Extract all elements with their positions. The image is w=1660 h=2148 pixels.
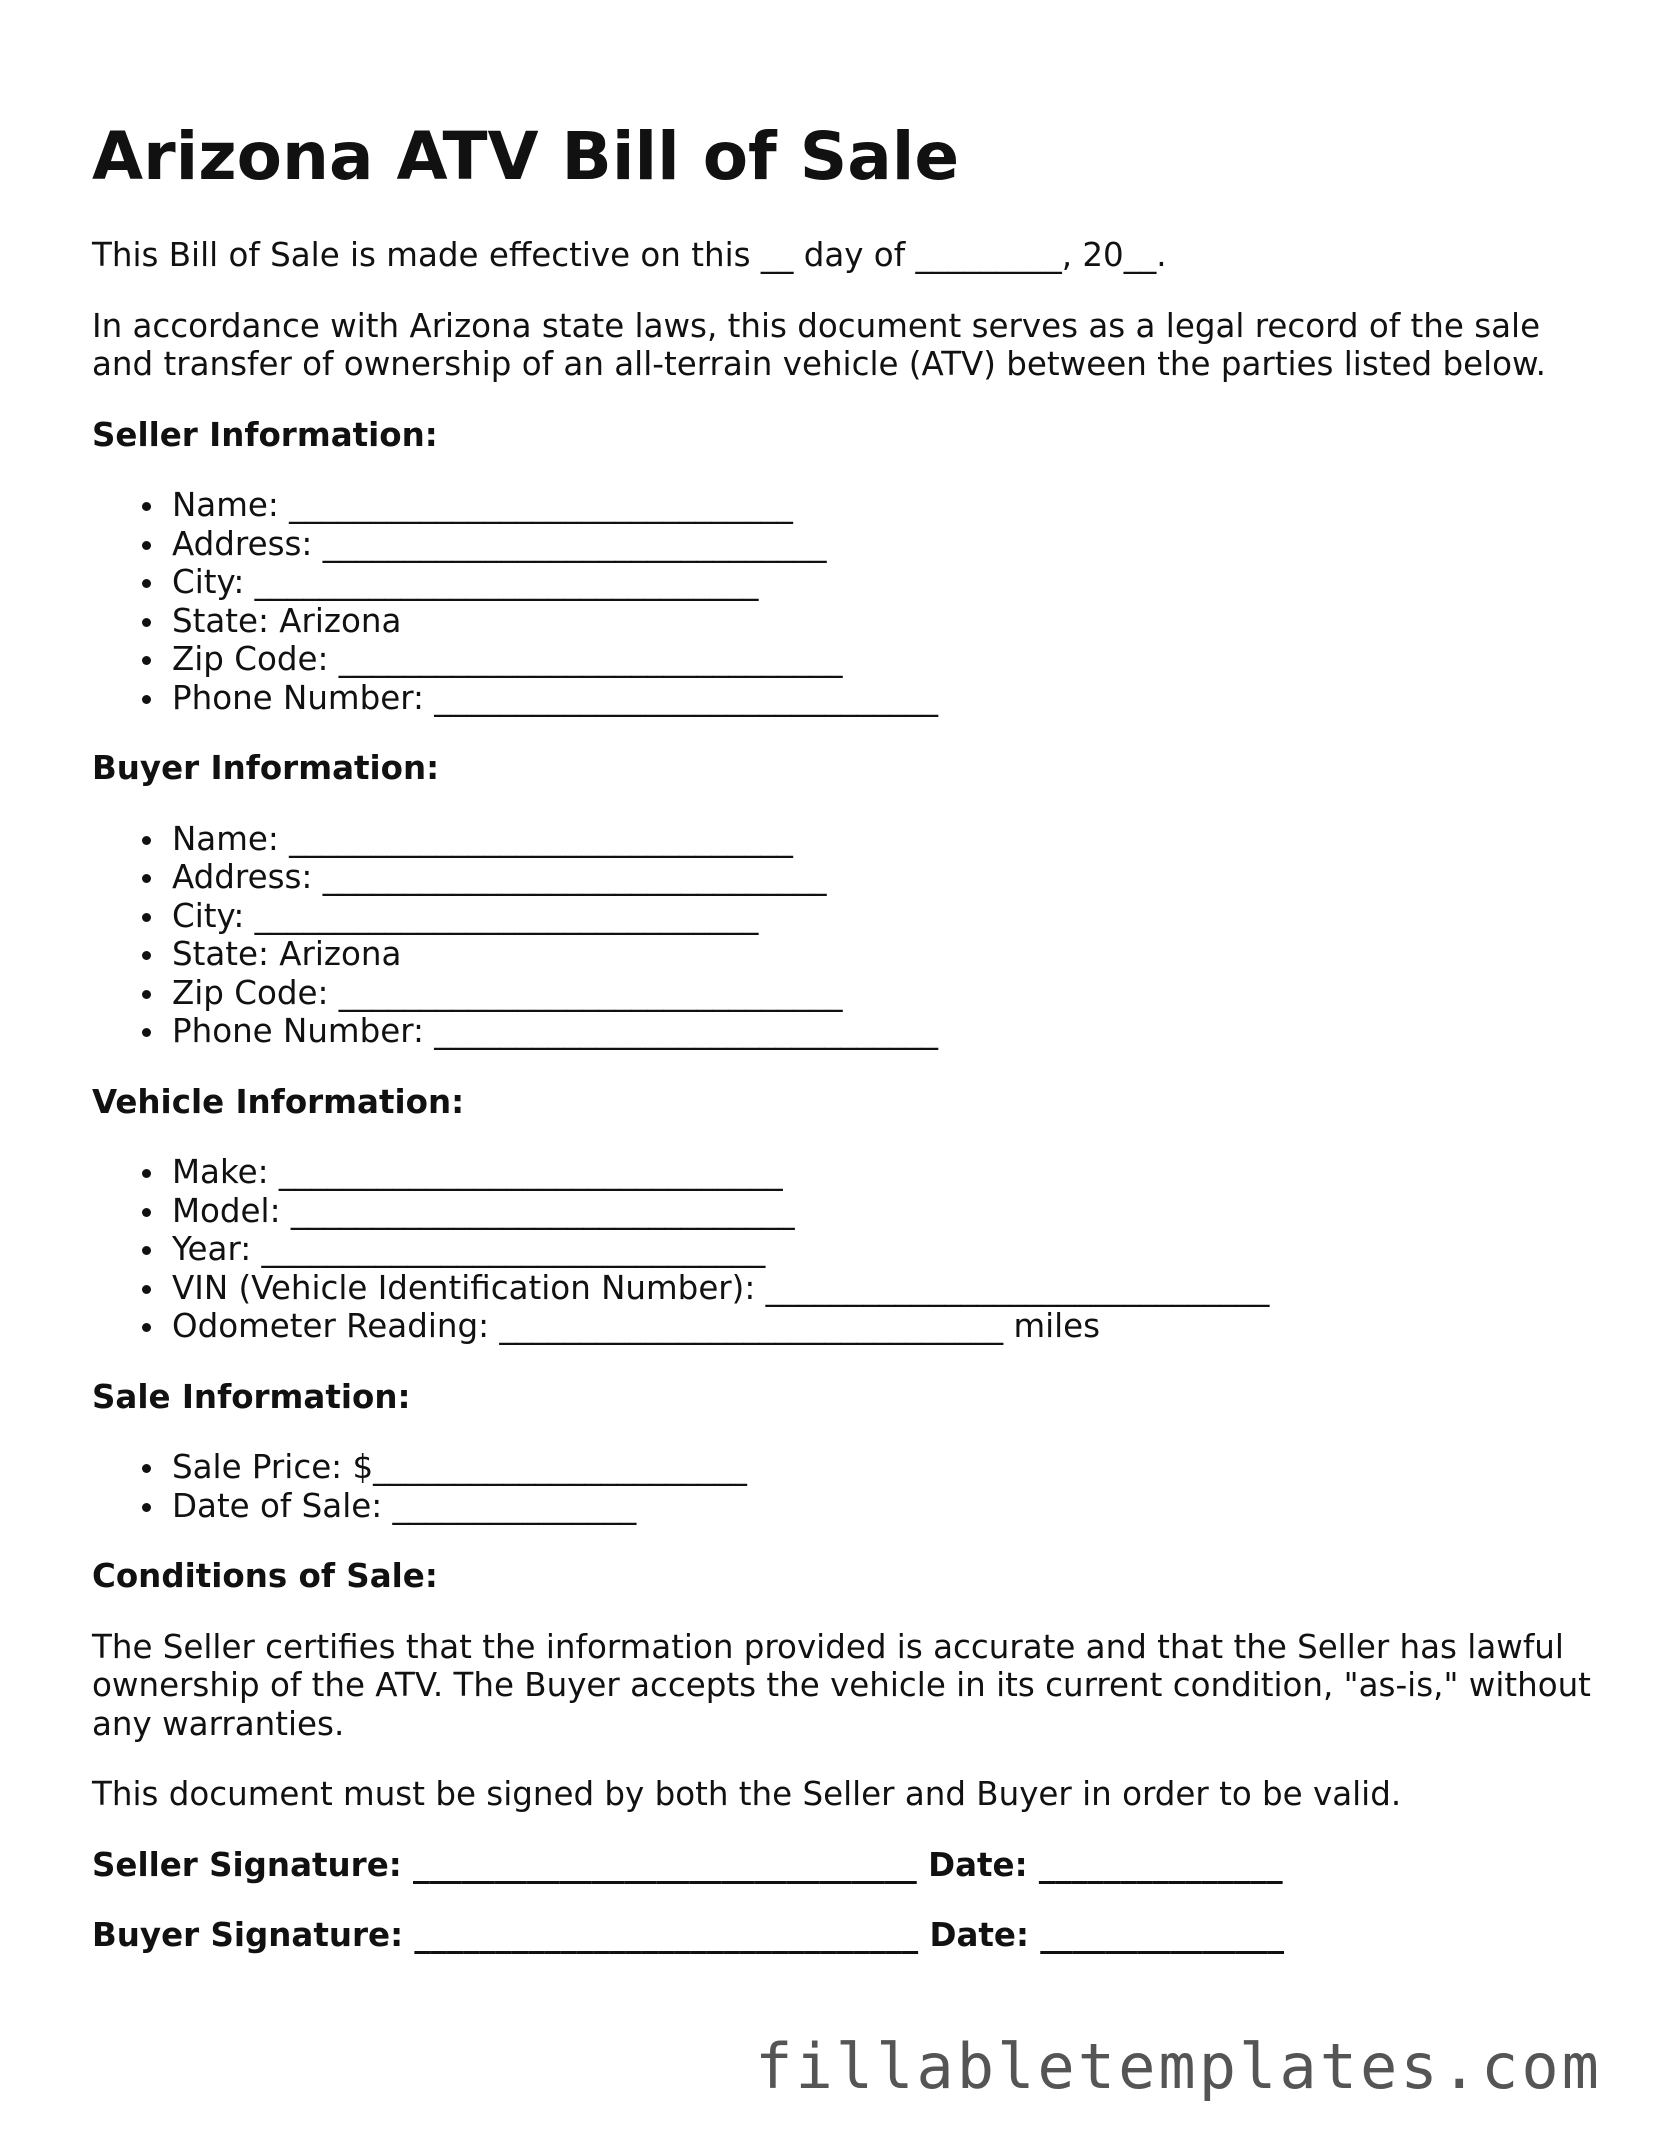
seller-heading: Seller Information: <box>92 415 438 454</box>
signing-note: This document must be signed by both the Seller and Buyer in order to be valid. <box>92 1775 1402 1813</box>
vehicle-vin-field: VIN (Vehicle Identification Number): _______________________________ <box>172 1269 1592 1308</box>
sale-date-field: Date of Sale: _______________ <box>172 1487 1592 1526</box>
conditions-heading: Conditions of Sale: <box>92 1557 438 1595</box>
buyer-signature-line: Buyer Signature: _______________________________ Date: _______________ <box>92 1916 1285 1954</box>
sale-list <box>92 1448 1592 1525</box>
vehicle-year-field: Year: _______________________________ <box>172 1230 1592 1269</box>
sale-price-field: Sale Price: $_______________________ <box>172 1448 1592 1487</box>
buyer-zip-field: Zip Code: _______________________________ <box>172 974 1592 1013</box>
buyer-state-field: State: Arizona <box>172 935 1592 974</box>
document-title: Arizona ATV Bill of Sale <box>92 118 960 195</box>
sale-heading: Sale Information: <box>92 1377 411 1416</box>
document-body <box>92 236 1592 1987</box>
buyer-name-field: Name: _______________________________ <box>172 820 1592 859</box>
seller-address-field: Address: _______________________________ <box>172 525 1592 564</box>
effective-date-line: This Bill of Sale is made effective on this __ day of _________, 20__. <box>92 236 1167 274</box>
seller-zip-field: Zip Code: _______________________________ <box>172 640 1592 679</box>
buyer-city-field: City: _______________________________ <box>172 897 1592 936</box>
seller-phone-field: Phone Number: _______________________________ <box>172 679 1592 718</box>
vehicle-make-field: Make: _______________________________ <box>172 1153 1592 1192</box>
seller-list <box>92 486 1592 717</box>
buyer-list <box>92 820 1592 1051</box>
purpose-paragraph: In accordance with Arizona state laws, this document serves as a legal record of the sale and transfer of ownership of an all-terrain vehicle (ATV) between the parties listed below. <box>92 306 1546 383</box>
vehicle-odometer-field: Odometer Reading: _______________________________ miles <box>172 1307 1592 1346</box>
buyer-heading: Buyer Information: <box>92 749 440 787</box>
seller-city-field: City: _______________________________ <box>172 563 1592 602</box>
buyer-phone-field: Phone Number: _______________________________ <box>172 1012 1592 1051</box>
vehicle-model-field: Model: _______________________________ <box>172 1192 1592 1231</box>
watermark: fillabletemplates.com <box>755 2030 1602 2103</box>
vehicle-heading: Vehicle Information: <box>92 1082 465 1121</box>
vehicle-list <box>92 1153 1592 1346</box>
seller-name-field: Name: _______________________________ <box>172 486 1592 525</box>
conditions-paragraph: The Seller certifies that the information provided is accurate and that the Seller has lawful ownership of the ATV. The Buyer accepts the vehicle in its current condition, "as-is," without any warranties. <box>92 1627 1591 1743</box>
seller-signature-line: Seller Signature: _______________________________ Date: _______________ <box>92 1845 1283 1884</box>
seller-state-field: State: Arizona <box>172 602 1592 641</box>
buyer-address-field: Address: _______________________________ <box>172 858 1592 897</box>
